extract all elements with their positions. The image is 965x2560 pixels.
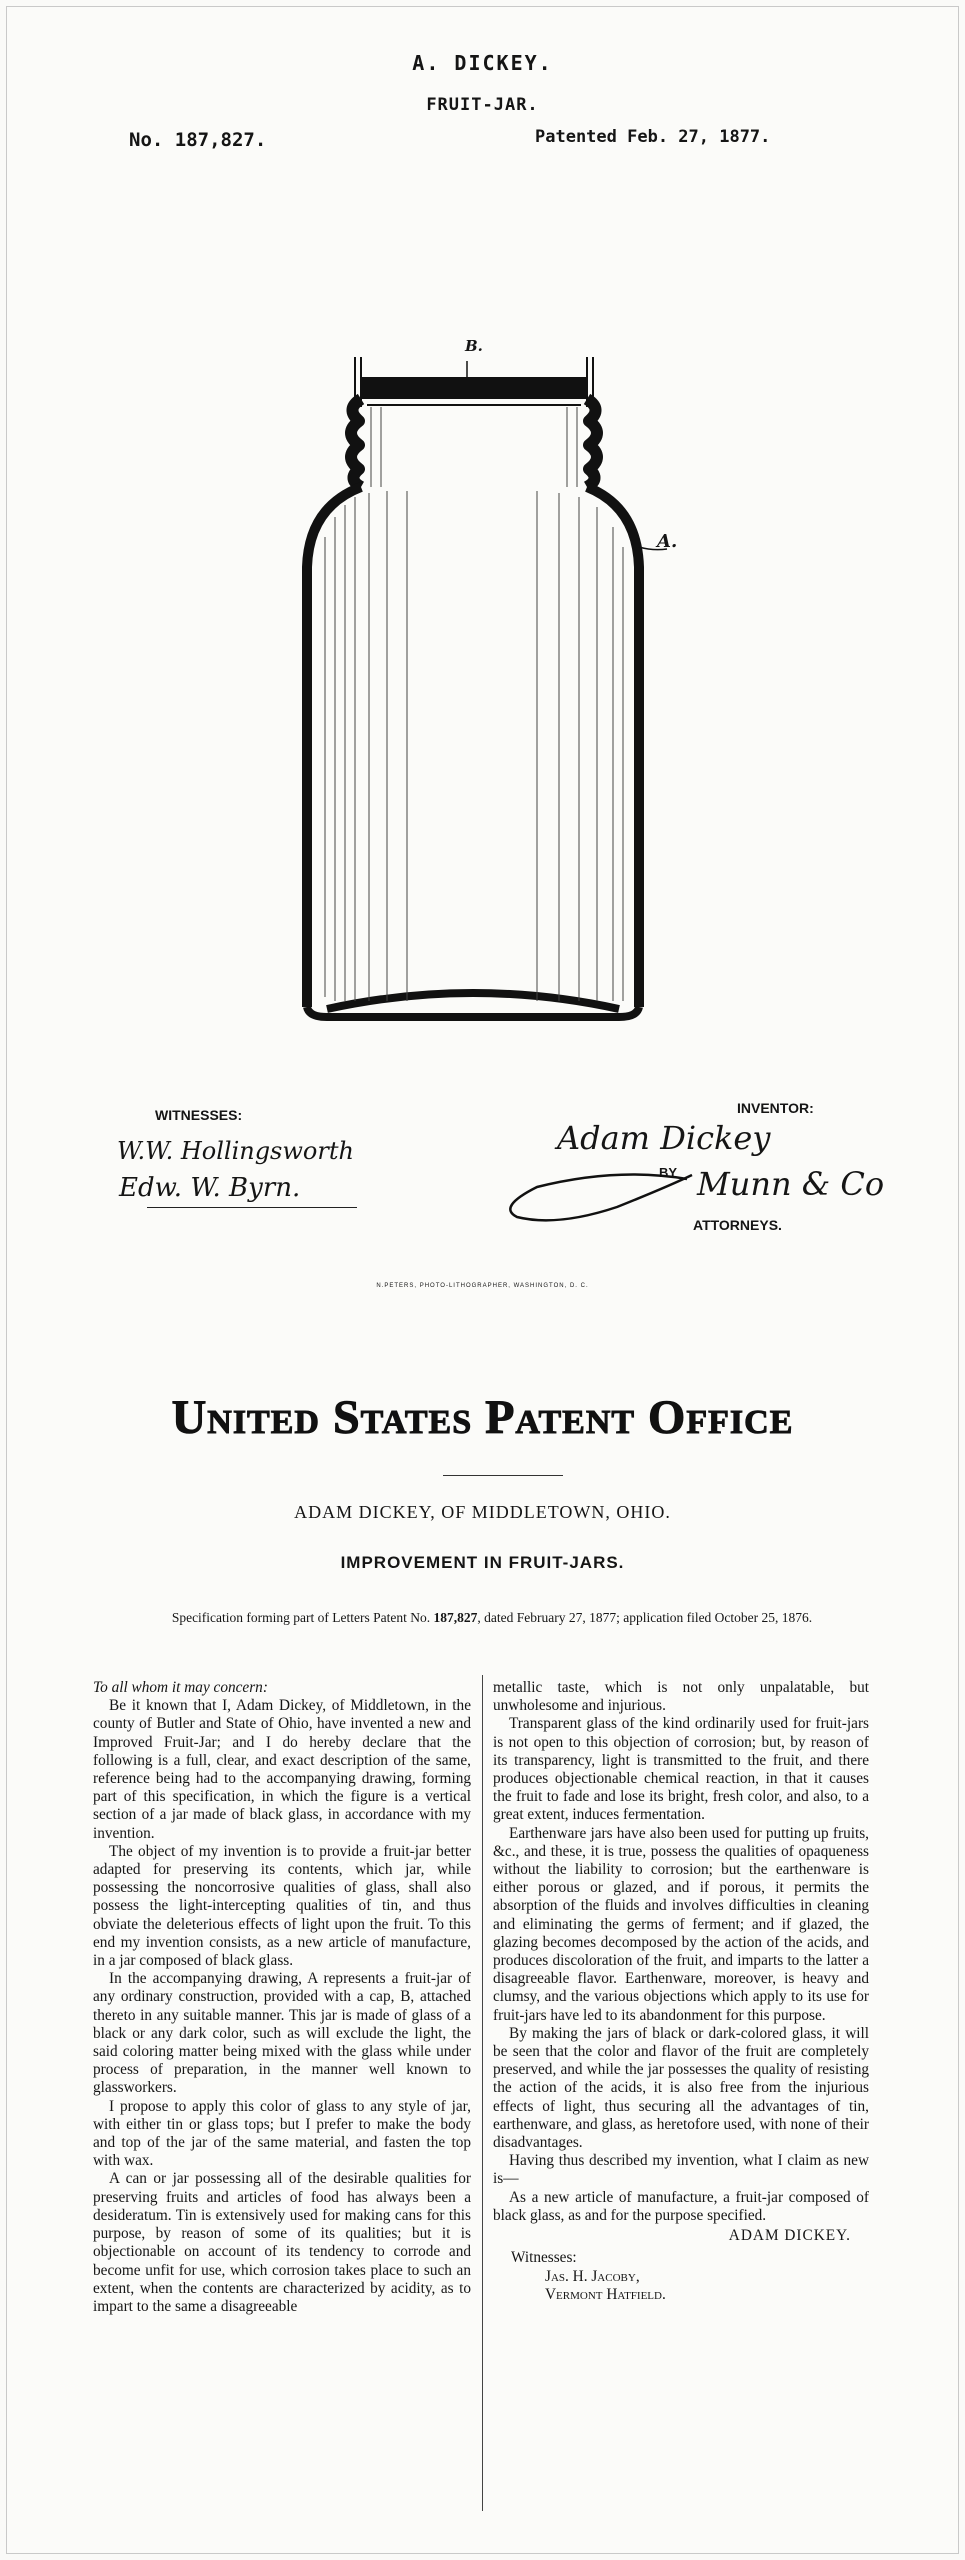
specification-line (107, 1608, 877, 1627)
office-heading (7, 1390, 958, 1445)
claim: As a new article of manufacture, a fruit-jar composed of black glass, as and for the purpose specified. (493, 2188, 869, 2224)
header-title: FRUIT-JAR. (426, 95, 539, 115)
paragraph: Transparent glass of the kind ordinarily used for fruit-jars is not open to this objection of corrosion; but, by reason of its transparency, light is transmitted to the fruit, and there produces objectionable chemical reaction, in that it causes the fruit to fade and lose its bright, fresh color, and also, to a great extent, induces fermentation. (493, 1715, 869, 1824)
by-label: BY (659, 1165, 678, 1180)
paragraph: I propose to apply this color of glass to any style of jar, with either tin or glass tops; but I prefer to make the body and top of the jar of the same material, and fasten the top with wax. (93, 2097, 471, 2170)
office-heading-text: United States Patent Office (171, 1391, 794, 1444)
spec-suffix: , dated February 27, 1877; application filed October 25, 1876. (477, 1610, 813, 1625)
label-b: B. (465, 337, 483, 355)
spec-number: 187,827 (433, 1610, 478, 1625)
paragraph: In the accompanying drawing, A represents a fruit-jar of any ordinary construction, provided with a cap, B, attached thereto in any suitable manner. This jar is made of glass of a black or any dark color, such as will exclude the light, the said coloring matter being mixed with the glass while under process of preparation, in the manner well known to glassworkers. (93, 1970, 471, 2097)
left-column (93, 1679, 471, 2316)
paragraph: The object of my invention is to provide a fruit-jar better adapted for preserving its contents, which jar, while possessing the noncorrosive qualities of glass, shall also possess the light-intercepting qualities of tin, and thus obviate the deleterious effects of light upon the fruit. To this end my invention consists, as a new article of manufacture, in a jar composed of black glass. (93, 1842, 471, 1970)
label-a: A. (657, 531, 678, 552)
heading-rule (443, 1475, 563, 1476)
witnesses-label: WITNESSES: (155, 1107, 243, 1123)
right-column (493, 1679, 869, 2304)
spec-prefix: Specification forming part of Letters Patent No. (171, 1610, 434, 1625)
printer-credit: N.PETERS, PHOTO-LITHOGRAPHER, WASHINGTON, D. C. (376, 1283, 589, 1289)
witness-underline (147, 1207, 357, 1208)
witness-signature-2: Edw. W. Byrn. (119, 1173, 301, 1203)
patent-date: Patented Feb. 27, 1877. (535, 127, 771, 147)
inventor-line: ADAM DICKEY, OF MIDDLETOWN, OHIO. (294, 1502, 671, 1522)
inventor-signature: Adam Dickey (557, 1119, 771, 1157)
witnesses-heading: Witnesses: (511, 2249, 577, 2267)
patent-page (6, 6, 959, 2554)
paragraph: Be it known that I, Adam Dickey, of Middletown, in the county of Butler and State of Ohio, have invented a new and Improved Fruit-Jar; and I do hereby declare that the following is a full, clear, and exact description of the same, reference being had to the accompanying drawing, forming part of this specification, in which the figure is a vertical section of a jar made of black glass, in accordance with my invention. (93, 1697, 471, 1842)
attorney-signature: Munn & Co (697, 1165, 885, 1203)
witness-signature-1: W.W. Hollingsworth (117, 1137, 354, 1165)
inventor-label: INVENTOR: (737, 1100, 814, 1116)
attorneys-label: ATTORNEYS. (693, 1217, 782, 1233)
paragraph: Having thus described my invention, what I claim as new is— (493, 2152, 869, 2188)
witness-name-1: Jas. H. Jacoby, (545, 2267, 640, 2285)
inventor-printed-signature: ADAM DICKEY. (728, 2227, 851, 2245)
column-divider (482, 1675, 483, 2511)
header-inventor: A. DICKEY. (412, 51, 553, 75)
jar-drawing (297, 337, 677, 1031)
witness-name-2: Vermont Hatfield. (545, 2285, 666, 2303)
paragraph: metallic taste, which is not only unpalatable, but unwholesome and injurious. (493, 1679, 869, 1715)
salutation: To all whom it may concern: (93, 1679, 268, 1696)
paragraph: Earthenware jars have also been used for putting up fruits, &c., and these, it is true, possess the qualities of opaqueness without the liability to corrosion; but the earthenware is either porous or glazed, and if porous, it permits the absorption of the fluids and involves difficulties in cleaning and eliminating the germs of ferment; and if glazed, the glazing becomes decomposed by the action of the acids, and produces discoloration of the fruit, and imparts to the latter a disagreeable flavor. Earthenware, moreover, is heavy and clumsy, and the various objections which apply to its use for fruit-jars have led to its abandonment for this purpose. (493, 1824, 869, 2024)
paragraph: By making the jars of black or dark-colored glass, it will be seen that the color and flavor of the fruit are completely preserved, and while the jar possesses the quality of resisting the action of the acids, it is also free from the injurious effects of light, thus securing all the advantages of tin, earthenware, and glass, as heretofore used, with none of their disadvantages. (493, 2024, 869, 2152)
patent-number: No. 187,827. (129, 129, 267, 151)
paragraph: A can or jar possessing all of the desirable qualities for preserving fruits and articles of food has always been a desideratum. Tin is extensively used for making cans for this purpose, by reason of some of its qualities; but it is objectionable on account of its tendency to corrode and become unfit for use, which corrosion takes place to such an extent, when the contents are characterized by acidity, as to impart to the same a disagreeable (93, 2170, 471, 2315)
improvement-title: IMPROVEMENT IN FRUIT-JARS. (340, 1553, 625, 1572)
signature-flourish (497, 1157, 697, 1227)
